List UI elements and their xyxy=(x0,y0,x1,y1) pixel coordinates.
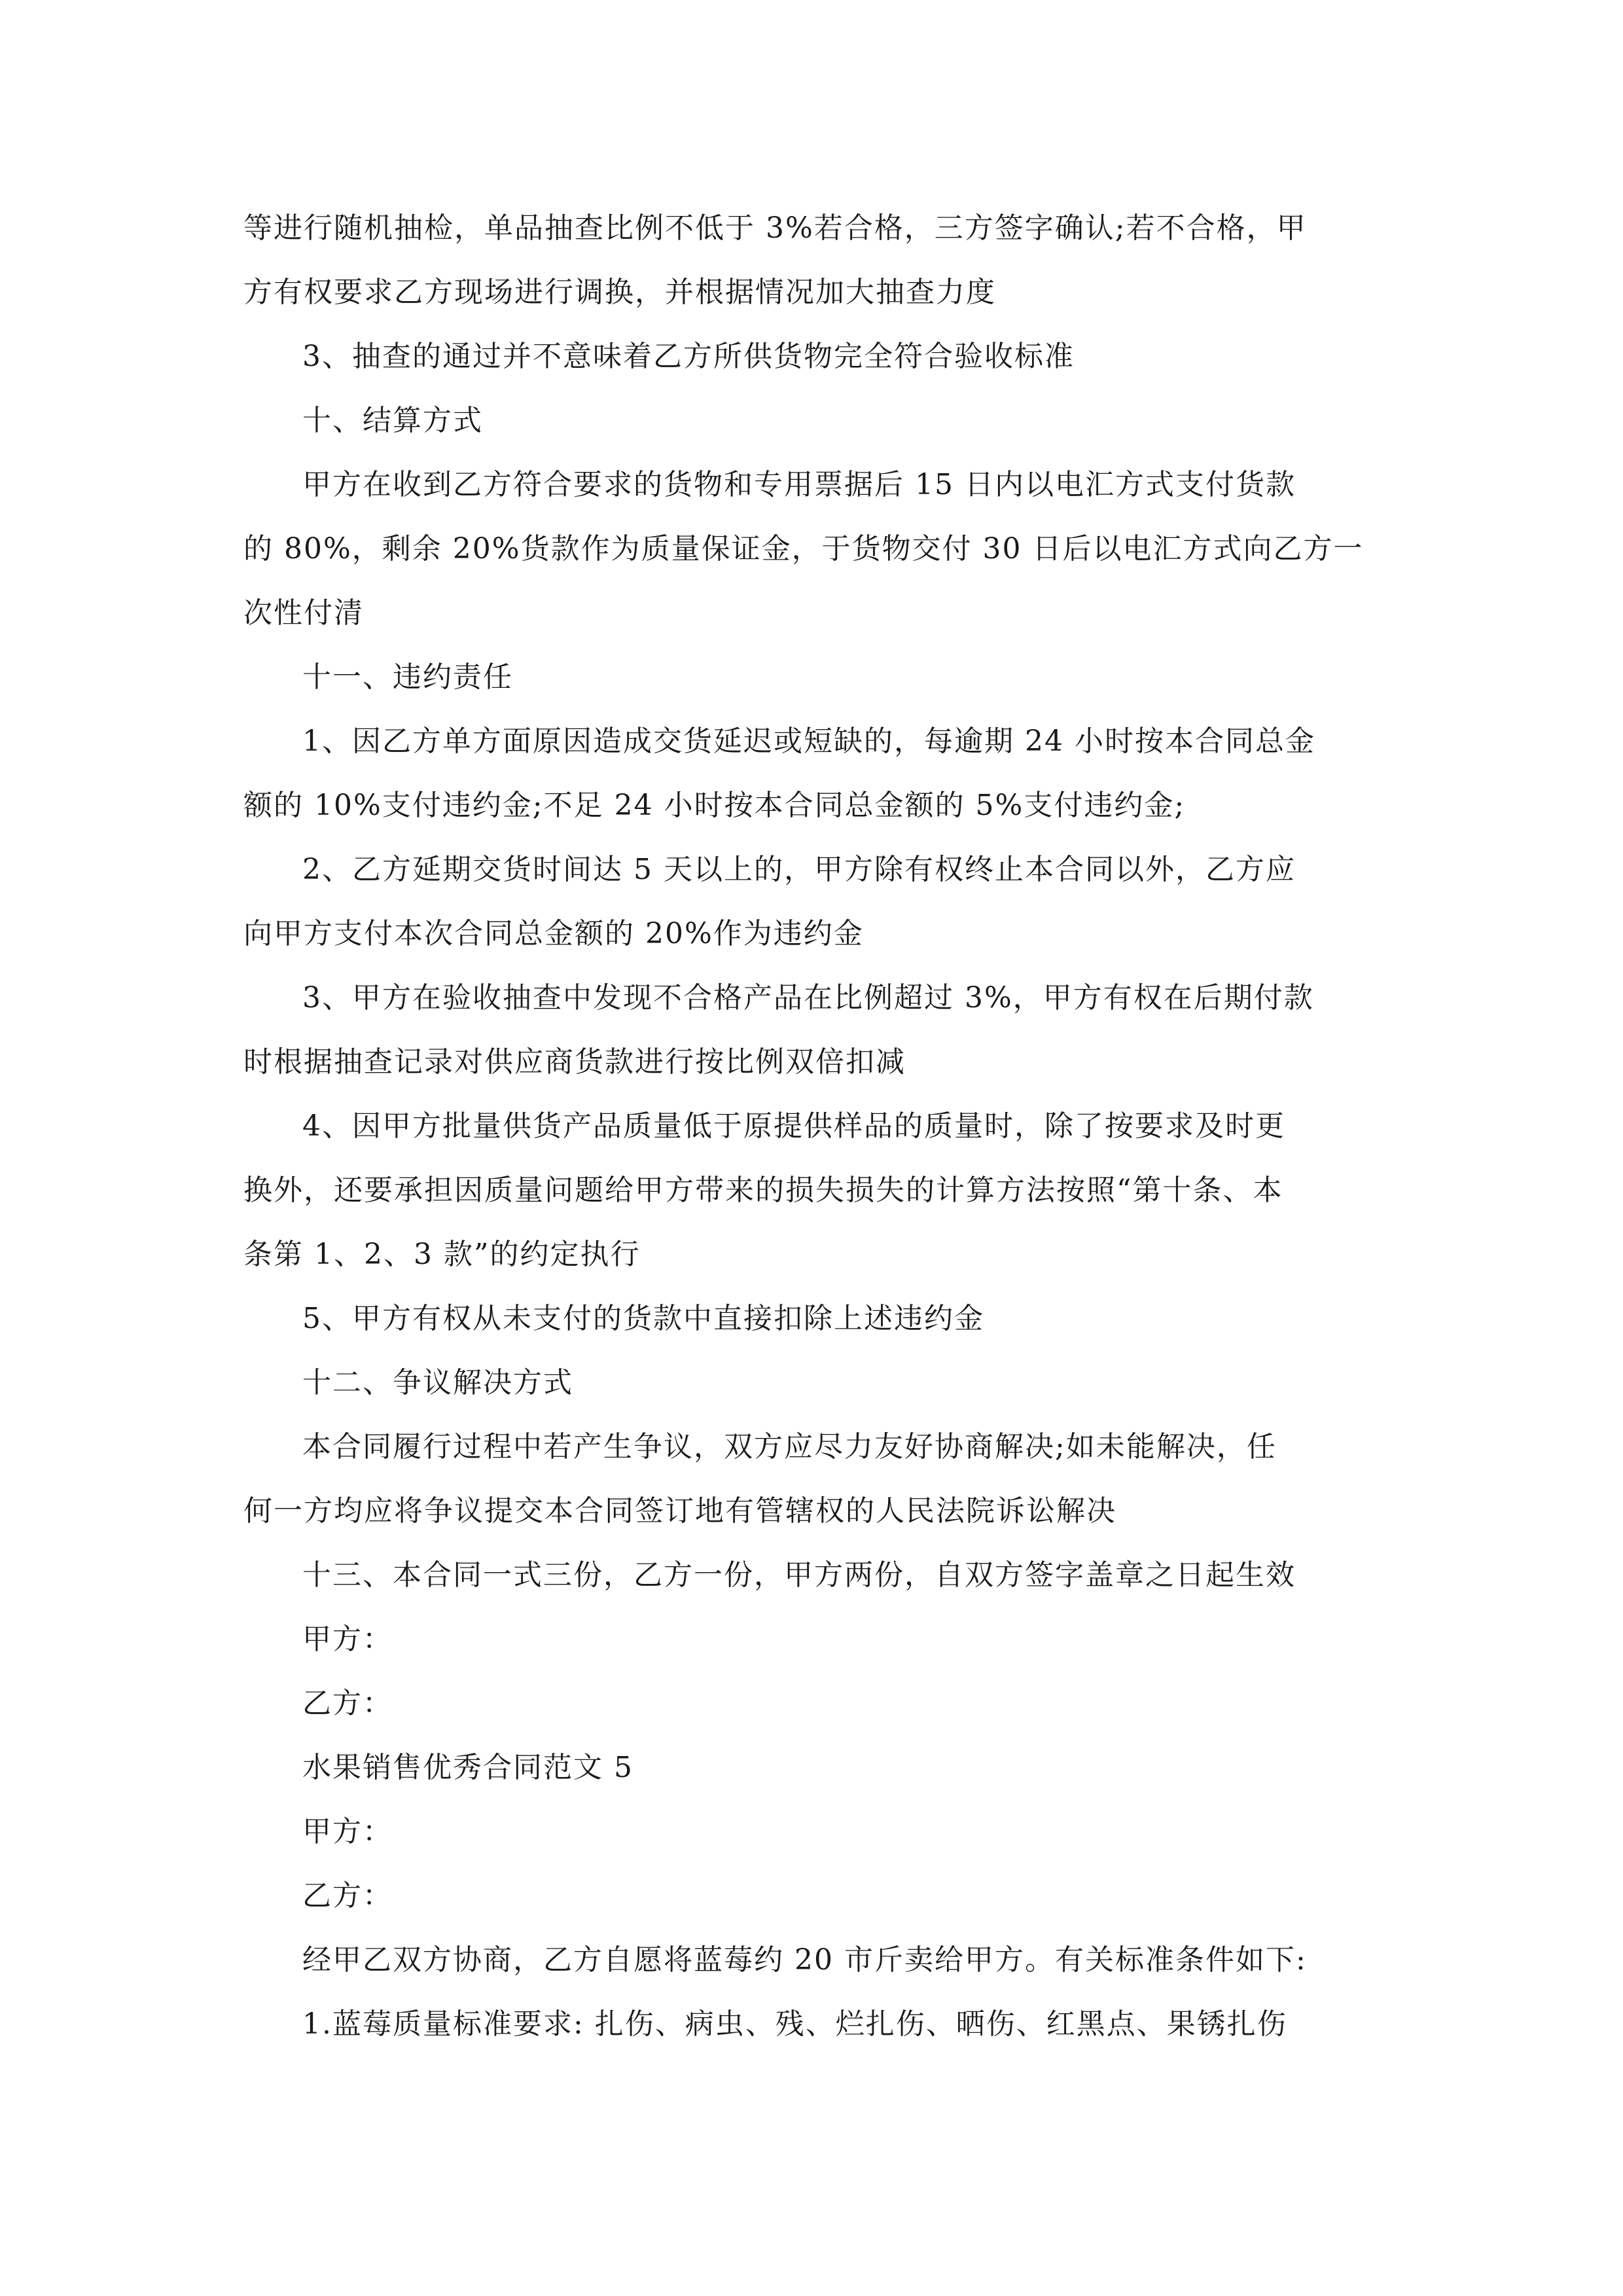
text-line: 条第 1、2、3 款”的约定执行 xyxy=(243,1238,641,1271)
text-line: 1、因乙方单方面原因造成交货延迟或短缺的，每逾期 24 小时按本合同总金 xyxy=(302,725,1315,758)
text-line: 等进行随机抽检，单品抽查比例不低于 3%若合格，三方签字确认;若不合格，甲 xyxy=(243,211,1307,245)
text-line: 十、结算方式 xyxy=(302,404,483,437)
text-line: 乙方： xyxy=(302,1687,393,1720)
text-line: 时根据抽查记录对供应商货款进行按比例双倍扣减 xyxy=(243,1045,906,1079)
text-line: 水果销售优秀合同范文 5 xyxy=(302,1751,633,1784)
text-line: 3、甲方在验收抽查中发现不合格产品在比例超过 3%，甲方有权在后期付款 xyxy=(302,981,1314,1014)
text-line: 4、因甲方批量供货产品质量低于原提供样品的质量时，除了按要求及时更 xyxy=(302,1109,1285,1143)
document-body xyxy=(243,196,1382,2056)
text-line: 2、乙方延期交货时间达 5 天以上的，甲方除有权终止本合同以外，乙方应 xyxy=(302,853,1296,886)
text-line: 经甲乙双方协商，乙方自愿将蓝莓约 20 市斤卖给甲方。有关标准条件如下: xyxy=(302,1943,1307,1977)
text-line: 的 80%，剩余 20%货款作为质量保证金，于货物交付 30 日后以电汇方式向乙方一 xyxy=(243,532,1364,565)
text-line: 向甲方支付本次合同总金额的 20%作为违约金 xyxy=(243,917,864,950)
text-line: 方有权要求乙方现场进行调换，并根据情况加大抽查力度 xyxy=(243,276,996,309)
text-line: 十一、违约责任 xyxy=(302,660,513,694)
text-line: 1.蓝莓质量标准要求: 扎伤、病虫、残、烂扎伤、晒伤、红黑点、果锈扎伤 xyxy=(302,2007,1287,2041)
text-line: 5、甲方有权从未支付的货款中直接扣除上述违约金 xyxy=(302,1302,984,1335)
text-line: 十二、争议解决方式 xyxy=(302,1366,573,1399)
text-line: 甲方： xyxy=(302,1815,393,1848)
text-line: 十三、本合同一式三份，乙方一份，甲方两份，自双方签字盖章之日起生效 xyxy=(302,1558,1296,1592)
text-line: 乙方： xyxy=(302,1879,393,1912)
text-line: 换外，还要承担因质量问题给甲方带来的损失损失的计算方法按照“第十条、本 xyxy=(243,1174,1283,1207)
text-line: 额的 10%支付违约金;不足 24 小时按本合同总金额的 5%支付违约金; xyxy=(243,789,1186,822)
text-line: 何一方均应将争议提交本合同签订地有管辖权的人民法院诉讼解决 xyxy=(243,1494,1116,1528)
text-line: 甲方在收到乙方符合要求的货物和专用票据后 15 日内以电汇方式支付货款 xyxy=(302,468,1296,501)
text-line: 本合同履行过程中若产生争议，双方应尽力友好协商解决;如未能解决，任 xyxy=(302,1430,1277,1463)
text-line: 3、抽查的通过并不意味着乙方所供货物完全符合验收标准 xyxy=(302,340,1075,373)
text-line: 次性付清 xyxy=(243,596,364,630)
text-line: 甲方： xyxy=(302,1623,393,1656)
